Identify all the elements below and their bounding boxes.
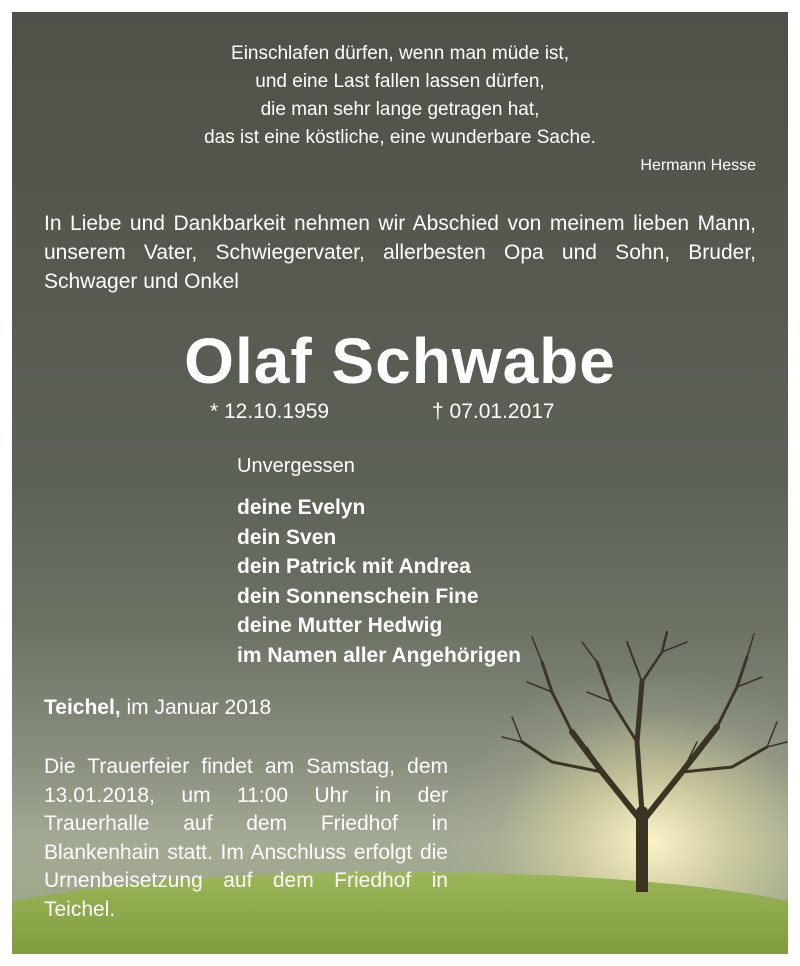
- deceased-name: Olaf Schwabe: [184, 325, 616, 397]
- service-info: Die Trauerfeier findet am Samstag, dem 13.01.2018, um 11:00 Uhr in der Trauerhalle auf dem Friedhof in Blankenhain statt. Im Anschluss erfolgt die Urnenbeisetzung auf dem Friedhof in Teichel.: [44, 755, 448, 921]
- mourners-heading: Unvergessen: [237, 455, 355, 477]
- place-month: im Januar 2018: [120, 696, 272, 719]
- mourner-name: im Namen aller Angehörigen: [237, 643, 521, 667]
- poem-line: die man sehr lange getragen hat,: [260, 99, 540, 120]
- mourner-name: dein Sonnenschein Fine: [237, 584, 479, 608]
- obituary-card: [12, 12, 788, 954]
- mourner-name: deine Evelyn: [237, 496, 366, 519]
- poem-author: Hermann Hesse: [640, 157, 756, 174]
- poem: [12, 40, 788, 152]
- poem-line: Einschlafen dürfen, wenn man müde ist,: [231, 43, 569, 64]
- death-date: † 07.01.2017: [432, 400, 555, 423]
- poem-line: und eine Last fallen lassen dürfen,: [255, 71, 545, 92]
- birth-date: * 12.10.1959: [210, 400, 330, 423]
- place-town: Teichel,: [44, 696, 121, 719]
- mourner-name: deine Mutter Hedwig: [237, 614, 443, 637]
- place-date: [44, 696, 271, 720]
- mourner-name: dein Patrick mit Andrea: [237, 555, 471, 578]
- intro-text: In Liebe und Dankbarkeit nehmen wir Abschied von meinem lieben Mann, unserem Vater, Schwiegervater, allerbesten Opa und Sohn, Bruder, Schwager und Onkel: [44, 212, 756, 293]
- tree-icon: [492, 622, 788, 892]
- poem-line: das ist eine köstliche, eine wunderbare Sache.: [204, 127, 596, 148]
- mourners-list: [237, 493, 521, 670]
- mourner-name: dein Sven: [237, 525, 337, 549]
